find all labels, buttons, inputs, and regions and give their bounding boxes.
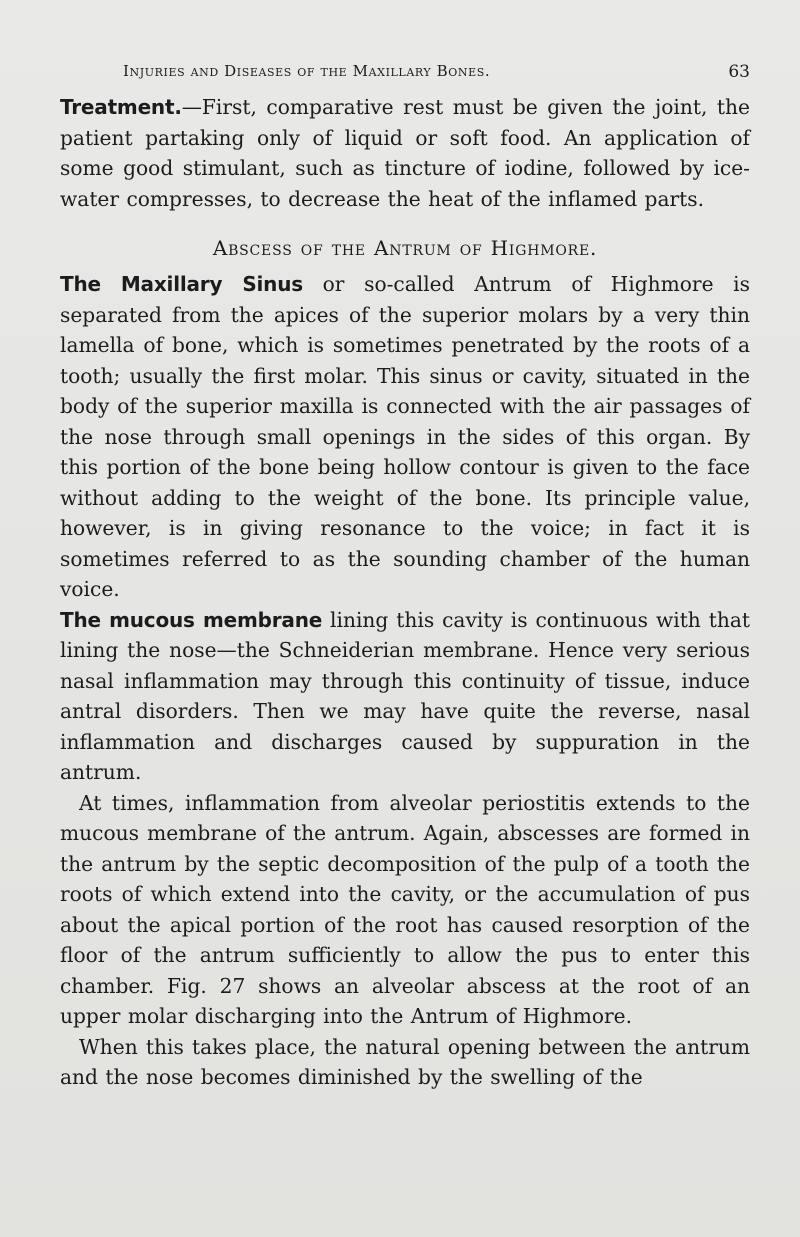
maxillary-sinus-text: or so-called Antrum of Highmore is separated from the apices of the superior molars by a very thin lamella of bone, which is sometimes penetrated by the roots of a tooth; usually the first molar. This sinus or cavity, situated in the body of the superior maxilla is connected with the air passages of the nose through small openings in the sides of this organ. By this portion of the bone being hollow contour is given to the face without adding to the weight of the bone. Its principle value, however, is in giving resonance to the voice; in fact it is sometimes referred to as the sounding chamber of the human voice. bbox=[60, 272, 750, 601]
running-head bbox=[60, 62, 750, 86]
maxillary-sinus-paragraph bbox=[60, 269, 750, 605]
maxillary-sinus-lead: The Maxillary Sinus bbox=[60, 272, 303, 296]
mucous-membrane-lead: The mucous membrane bbox=[60, 607, 323, 632]
treatment-text: —First, comparative rest must be given the joint, the patient partaking only of liquid or soft food. An application of some good stimulant, such as tincture of iodine, followed by ice-water compresses, to decrease the heat of the inflamed parts. bbox=[60, 95, 750, 211]
running-title: Injuries and Diseases of the Maxillary Bones. bbox=[123, 62, 491, 80]
alveolar-periostitis-text: At times, inflammation from alveolar periostitis extends to the mucous membrane of the antrum. Again, abscesses are formed in the antrum by the septic decomposition of the pulp of a tooth the roots of which extend into the cavity, or the accumulation of pus about the apical portion of the root has caused resorption of the floor of the antrum sufficiently to allow the pus to enter this chamber. Fig. 27 shows an alveolar abscess at the root of an upper molar discharging into the Antrum of Highmore. bbox=[60, 790, 750, 1028]
treatment-paragraph bbox=[60, 92, 750, 214]
natural-opening-text: When this takes place, the natural opening between the antrum and the nose becomes diminished by the swelling of the bbox=[60, 1034, 750, 1089]
body-text bbox=[60, 92, 750, 1093]
mucous-membrane-text: lining this cavity is continuous with that lining the nose—the Schneiderian membrane. Hence very serious nasal inflammation may through this continuity of tissue, induce antral disorders. Then we may have quite the reverse, nasal inflammation and discharges caused by suppuration in the antrum. bbox=[60, 607, 750, 784]
mucous-membrane-paragraph bbox=[60, 605, 750, 788]
section-heading: Abscess of the Antrum of Highmore. bbox=[212, 236, 598, 260]
natural-opening-paragraph bbox=[60, 1032, 750, 1093]
alveolar-periostitis-paragraph bbox=[60, 788, 750, 1032]
treatment-lead: Treatment. bbox=[60, 95, 182, 119]
page-number: 63 bbox=[728, 62, 750, 82]
